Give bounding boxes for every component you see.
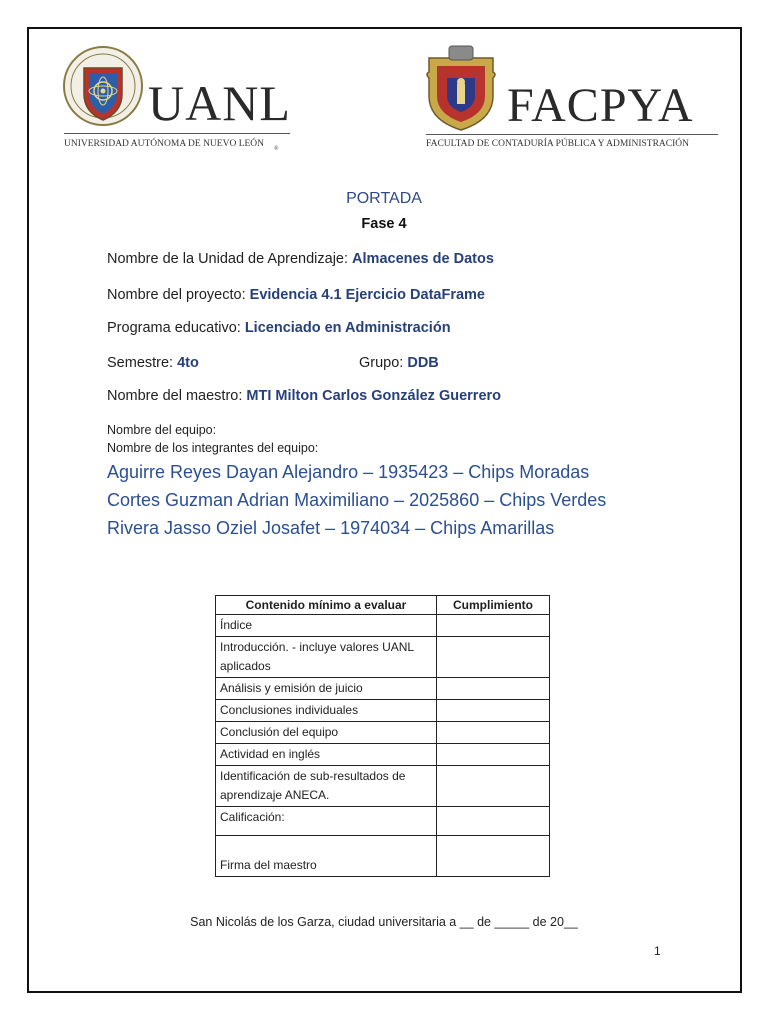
criterion-cell: Identificación de sub-resultados de aprendizaje ANECA. [216, 766, 437, 807]
signature-cell [437, 836, 550, 877]
proyecto-value: Evidencia 4.1 Ejercicio DataFrame [249, 287, 485, 303]
facpya-rule [426, 134, 718, 135]
table-row [216, 766, 550, 807]
grade-label-cell: Calificación: [216, 807, 437, 836]
phase-label: Fase 4 [361, 216, 407, 232]
table-row [216, 615, 550, 637]
compliance-cell [437, 637, 550, 678]
integrantes-label: Nombre de los integrantes del equipo: [107, 441, 319, 455]
semestre-label: Semestre: [107, 355, 178, 371]
proyecto-label: Nombre del proyecto: [107, 287, 250, 303]
proyecto-row [107, 287, 485, 303]
member-3: Rivera Jasso Oziel Josafet – 1974034 – Chips Amarillas [107, 518, 555, 538]
cover-title: PORTADA [346, 190, 422, 207]
programa-row [107, 320, 451, 336]
unidad-label: Nombre de la Unidad de Aprendizaje: [107, 251, 353, 267]
maestro-row [107, 388, 501, 404]
table-row [216, 722, 550, 744]
semestre-row [107, 355, 199, 371]
facpya-crest-icon [421, 44, 501, 132]
compliance-cell [437, 744, 550, 766]
maestro-label: Nombre del maestro: [107, 388, 247, 404]
table-row [216, 807, 550, 836]
compliance-cell [437, 766, 550, 807]
registered-mark: ® [274, 146, 279, 152]
criterion-cell: Conclusión del equipo [216, 722, 437, 744]
criterion-cell: Índice [216, 615, 437, 637]
table-header-row [216, 596, 550, 615]
table-row [216, 678, 550, 700]
compliance-cell [437, 722, 550, 744]
programa-label: Programa educativo: [107, 320, 245, 336]
uanl-wordmark: UANL [148, 75, 291, 131]
compliance-cell [437, 700, 550, 722]
criterion-cell: Introducción. - incluye valores UANL aplicados [216, 637, 437, 678]
criterion-cell: Análisis y emisión de juicio [216, 678, 437, 700]
compliance-cell [437, 678, 550, 700]
criterion-cell: Conclusiones individuales [216, 700, 437, 722]
uanl-subtitle: UNIVERSIDAD AUTÓNOMA DE NUEVO LEÓN [64, 139, 265, 149]
compliance-cell [437, 615, 550, 637]
facpya-wordmark: FACPYA [507, 79, 694, 132]
page-number: 1 [654, 944, 661, 958]
unidad-row [107, 251, 494, 267]
member-1: Aguirre Reyes Dayan Alejandro – 1935423 – Chips Moradas [107, 462, 590, 482]
criterion-cell: Actividad en inglés [216, 744, 437, 766]
member-2: Cortes Guzman Adrian Maximiliano – 2025860 – Chips Verdes [107, 490, 607, 510]
grupo-label: Grupo: [359, 355, 408, 371]
semestre-value: 4to [177, 355, 199, 371]
table-row [216, 700, 550, 722]
signature-label-cell: Firma del maestro [216, 836, 437, 877]
unidad-value: Almacenes de Datos [352, 251, 494, 267]
facpya-subtitle: FACULTAD DE CONTADURÍA PÚBLICA Y ADMINISTRACIÓN [426, 139, 689, 149]
column-header-cumplimiento: Cumplimiento [437, 596, 550, 615]
table-row [216, 836, 550, 877]
grupo-value: DDB [407, 355, 439, 371]
grade-value-cell [437, 807, 550, 836]
programa-value: Licenciado en Administración [244, 320, 451, 336]
column-header-contenido: Contenido mínimo a evaluar [216, 596, 437, 615]
maestro-value: MTI Milton Carlos González Guerrero [246, 388, 502, 404]
table-row [216, 637, 550, 678]
table-row [216, 744, 550, 766]
footer-location: San Nicolás de los Garza, ciudad universitaria a __ de _____ de 20__ [190, 915, 578, 929]
grupo-row [359, 355, 439, 371]
equipo-label: Nombre del equipo: [107, 423, 217, 437]
uanl-rule [64, 133, 290, 134]
evaluation-table [215, 595, 550, 877]
uanl-crest-icon [62, 44, 144, 130]
